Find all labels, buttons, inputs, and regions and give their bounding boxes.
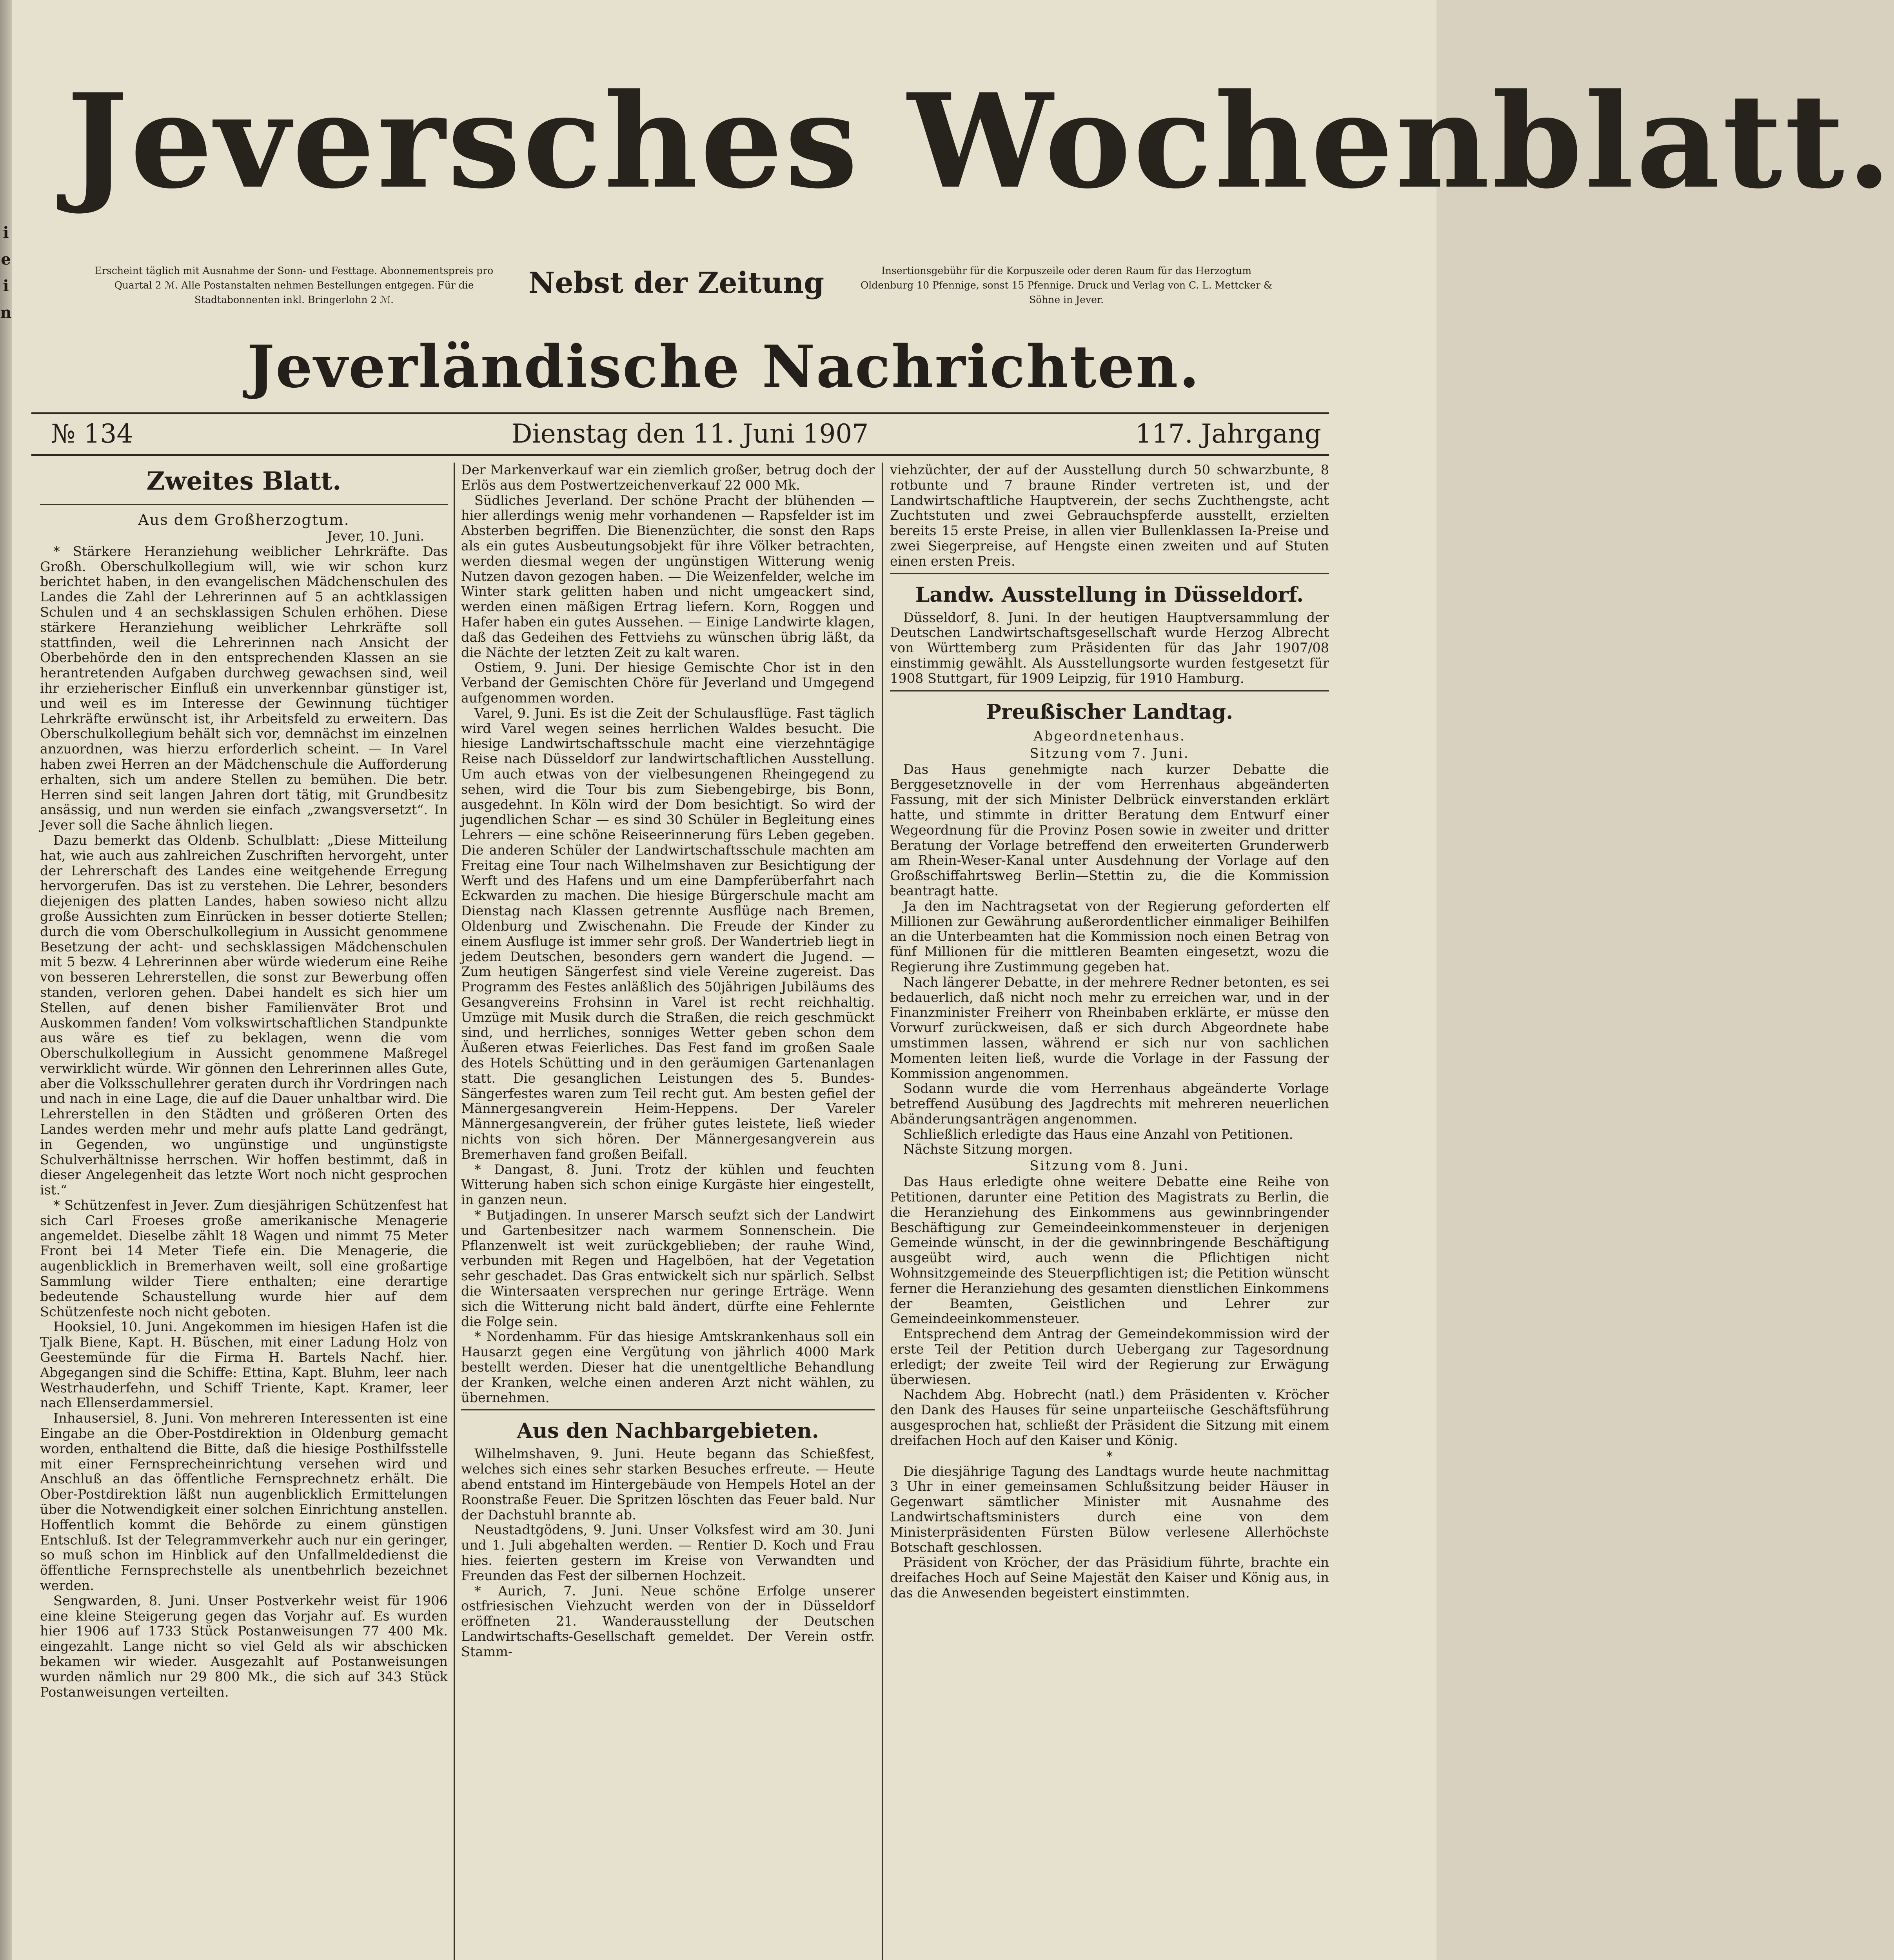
article: * Dangast, 8. Juni. Trotz der kühlen und feuchten Witterung haben sich schon einige Kurgäste hier eingestellt, in ganzen neun. (461, 1161, 875, 1208)
place-dateline: Jever, 10. Juni. (327, 528, 424, 544)
issue-number: № 134 (51, 419, 133, 449)
article: Neustadtgödens, 9. Juni. Unser Volksfest wird am 30. Juni und 1. Juli abgehalten werden. — Rentier D. Koch und Frau hies. feierten gestern im Kreise von Verwandten und Freunden das Fest der silbernen Hochzeit. (461, 1522, 875, 1583)
subscription-info: Erscheint täglich mit Ausnahme der Sonn- und Festtage. Abonnementspreis pro Quartal 2 ℳ. Alle Postanstalten nehmen Bestellungen entgegen. Für die Stadtabonnenten inkl. Bringerlohn 2 ℳ. (94, 265, 494, 305)
secondary-title: Jeverländische Nachrichten. (247, 332, 1200, 401)
article: viehzüchter, der auf der Ausstellung durch 50 schwarzbunte, 8 rotbunte und 7 braune Rinder vertreten ist, und der Landwirtschaftliche Hauptverein, der sechs Zuchthengste, acht Zuchtstuten und zwei Gebrauchspferde ausstellt, erzielten bereits 15 erste Preise, in allen vier Bullenklassen Ia-Preise und zwei Siegerpreise, auf Hengste einen zweiten und auf Stuten einen ersten Preis. (890, 462, 1329, 569)
article: Südliches Jeverland. Der schöne Pracht der blühenden — hier allerdings wenig mehr vorhandenen — Rapsfelder ist im Absterben begriffen. Die Bienenzüchter, die sonst den Raps als ein gutes Ausbeutungsobjekt für ihre Völker betrachten, werden diesmal wegen der ungünstigen Witterung wenig Nutzen davon gezogen haben. — Die Weizenfelder, welche im Winter stark gelitten haben und nicht umgeackert sind, werden einen mäßigen Ertrag liefern. Korn, Roggen und Hafer haben ein gutes Aussehen. — Einige Landwirte klagen, daß das Gedeihen des Fettviehs zu wünschen übrig läßt, da die Nächte der letzten Zeit zu kalt waren. (461, 492, 875, 660)
divider (461, 1409, 875, 1410)
scan-edge (0, 0, 12, 1960)
divider (890, 690, 1329, 691)
article: Präsident von Kröcher, der das Präsidium führte, brachte ein dreifaches Hoch auf Seine Majestät den Kaiser und König aus, in das die Anwesenden begeistert einstimmten. (890, 1555, 1329, 1601)
column-1 (40, 463, 448, 1960)
article: Nächste Sitzung morgen. (903, 1142, 1073, 1157)
companion-note: Nebst der Zeitung (528, 266, 824, 300)
article: Nach längerer Debatte, in der mehrere Redner betonten, es sei bedauerlich, daß nicht noch mehr zu erreichen war, und in der Finanzminister Freiherr von Rheinbaben erklärte, er müsse den Vorwurf zurückweisen, daß er sich durch Abgeordnete habe umstimmen lassen, während er sich nur von sachlichen Momenten leiten ließ, wurde die Vorlage in der Fassung der Kommission angenommen. (890, 974, 1329, 1081)
dateline-bottom-rule (31, 454, 1329, 456)
subheading-session: Sitzung vom 7. Juni. (1030, 745, 1189, 761)
masthead-title: Jeversches Wochenblatt. (67, 65, 1894, 217)
article: Das Haus genehmigte nach kurzer Debatte die Berggesetznovelle in der vom Herrenhaus abgeänderten Fassung, mit der sich Minister Delbrück einverstanden erklärt hatte, und stimmte in dritter Beratung dem Entwurf einer Wegeordnung für die Provinz Posen sowie in zweiter und dritter Beratung der Vorlage betreffend den erweiterten Grunderwerb am Rhein-Weser-Kanal unter Ausdehnung der Vorlage auf den Großschiffahrtsweg Berlin—Stettin zu, die die Kommission beantragt hatte. (890, 761, 1329, 898)
article: Die diesjährige Tagung des Landtags wurde heute nachmittag 3 Uhr in einer gemeinsamen Schlußsitzung beider Häuser in Gegenwart sämtlicher Minister mit Ausnahme des Landwirtschaftsministers durch eine von dem Ministerpräsidenten Fürsten Bülow verlesene Allerhöchste Botschaft geschlossen. (890, 1463, 1329, 1555)
article: * Aurich, 7. Juni. Neue schöne Erfolge unserer ostfriesischen Viehzucht werden von der in Düsseldorf eröffneten 21. Wanderausstellung der Deutschen Landwirtschafts-Gesellschaft gemeldet. Der Verein ostfr. Stamm- (461, 1583, 875, 1659)
column-2 (461, 463, 875, 1960)
advertising-info: Insertionsgebühr für die Korpuszeile oder deren Raum für das Herzogtum Oldenburg 10 Pfennige, sonst 15 Pfennige. Druck und Verlag von C. L. Mettcker & Söhne in Jever. (860, 265, 1273, 305)
article: Ja den im Nachtragsetat von der Regierung geforderten elf Millionen zur Gewährung außerordentlicher einmaliger Beihilfen an die Unterbeamten hat die Kommission noch einen Betrag von fünf Millionen für die mittleren Beamten eingesetzt, wozu die Regierung ihre Zustimmung gegeben hat. (890, 898, 1329, 975)
divider (40, 504, 448, 505)
section-title-zweites-blatt: Zweites Blatt. (146, 466, 341, 496)
article: Düsseldorf, 8. Juni. In der heutigen Hauptversammlung der Deutschen Landwirtschaftsgesellschaft wurde Herzog Albrecht von Württemberg zum Präsidenten für das Jahr 1907/08 einstimmig gewählt. Als Ausstellungsorte wurden festgesetzt für 1908 Stuttgart, für 1909 Leipzig, für 1910 Hamburg. (890, 610, 1329, 686)
dateline (43, 416, 1325, 452)
article: Dazu bemerkt das Oldenb. Schulblatt: „Diese Mitteilung hat, wie auch aus zahlreichen Zuschriften hervorgeht, unter der Lehrerschaft des Landes eine weitgehende Erregung hervorgerufen. Das ist zu verstehen. Die Lehrer, besonders diejenigen des platten Landes, haben sowieso nicht allzu große Aussichten zum Einrücken in besser dotierte Stellen; durch die vom Oberschulkollegium in Aussicht genommene Besetzung der acht- und sechsklassigen Mädchenschulen mit 5 bezw. 4 Lehrerinnen aber würde wiederum eine Reihe von besseren Lehrerstellen, die sonst zur Bewerbung offen standen, verloren gehen. Dabei handelt es sich hier um Stellen, auf denen bisher Familienväter Brot und Auskommen fanden! Vom volkswirtschaftlichen Standpunkte aus wäre es tief zu beklagen, wenn die vom Oberschulkollegium in Aussicht genommene Maßregel verwirklicht würde. Wir gönnen den Lehrerinnen alles Gute, aber die Volksschullehrer geraten durch ihr Vordringen nach und nach in eine Lage, die auf die Dauer unhaltbar wird. Die Lehrerstellen in den Städten und größeren Orten des Landes werden mehr und mehr aufs platte Land gedrängt, in Gegenden, wo ungünstige und ungünstigste Schulverhältnisse herrschen. Wir hoffen bestimmt, daß in dieser Angelegenheit das letzte Wort noch nicht gesprochen ist.“ (40, 832, 448, 1198)
article: Ostiem, 9. Juni. Der hiesige Gemischte Chor ist in den Verband der Gemischten Chöre für Jeverland und Umgegend aufgenommen worden. (461, 660, 875, 706)
separator-asterisk: * (1106, 1448, 1113, 1464)
article: Wilhelmshaven, 9. Juni. Heute begann das Schießfest, welches sich eines sehr starken Besuches erfreute. — Heute abend entstand im Hintergebäude von Hempels Hotel an der Roonstraße Feuer. Die Spritzen löschten das Feuer bald. Nur der Dachstuhl brannte ab. (461, 1446, 875, 1523)
section-title-grossherzogtum: Aus dem Großherzogtum. (138, 511, 350, 528)
article: Sengwarden, 8. Juni. Unser Postverkehr weist für 1906 eine kleine Steigerung gegen das Vorjahr auf. Es wurden hier 1906 auf 1733 Stück Postanweisungen 77 400 Mk. eingezahlt. Lange nicht so viel Geld als wir abschicken bekamen wir wieder. Ausgezahlt auf Postanweisungen wurden nämlich nur 29 800 Mk., die sich auf 343 Stück Postanweisungen verteilten. (40, 1593, 448, 1700)
divider (890, 573, 1329, 574)
article: Schließlich erledigte das Haus eine Anzahl von Petitionen. (903, 1126, 1293, 1142)
column-divider-1 (454, 463, 455, 1960)
subheading-session: Sitzung vom 8. Juni. (1030, 1158, 1189, 1174)
volume-year: 117. Jahrgang (1135, 419, 1321, 449)
subheading-house: Abgeordnetenhaus. (1033, 728, 1186, 744)
issue-date: Dienstag den 11. Juni 1907 (511, 419, 869, 449)
article: * Nordenhamm. Für das hiesige Amtskrankenhaus soll ein Hausarzt gegen eine Vergütung von jährlich 4000 Mark bestellt werden. Dieser hat die unentgeltliche Behandlung der Kranken, welche einen anderen Arzt nicht wählen, zu übernehmen. (461, 1329, 875, 1405)
article: Nachdem Abg. Hobrecht (natl.) dem Präsidenten v. Kröcher den Dank des Hauses für seine unparteiische Geschäftsführung ausgesprochen hat, schließt der Präsident die Sitzung mit einem dreifachen Hoch auf den Kaiser und König. (890, 1387, 1329, 1448)
article: Der Markenverkauf war ein ziemlich großer, betrug doch der Erlös aus dem Postwertzeichenverkauf 22 000 Mk. (461, 462, 875, 493)
article: Hooksiel, 10. Juni. Angekommen im hiesigen Hafen ist die Tjalk Biene, Kapt. H. Büschen, mit einer Ladung Holz von Geestemünde für die Firma H. Bartels Nachf. hier. Abgegangen sind die Schiffe: Ettina, Kapt. Bluhm, leer nach Westrhauderfehn, und Schiff Triente, Kapt. Kramer, leer nach Ellenserdammersiel. (40, 1319, 448, 1411)
newspaper-page (12, 0, 1894, 1960)
article: Varel, 9. Juni. Es ist die Zeit der Schulausflüge. Fast täglich wird Varel wegen seines herrlichen Waldes besucht. Die hiesige Landwirtschaftsschule macht eine vierzehntägige Reise nach Düsseldorf zur landwirtschaftlichen Ausstellung. Um auch etwas von der vielbesungenen Rheingegend zu sehen, wird die Tour bis zum Siebengebirge, bis Bonn, ausgedehnt. In Köln wird der Dom besichtigt. So wird der jugendlichen Schar — es sind 30 Schüler in Begleitung eines Lehrers — eine schöne Reiseerinnerung fürs Leben gegeben. Die anderen Schüler der Landwirtschaftsschule machten am Freitag eine Tour nach Wilhelmshaven zur Besichtigung der Werft und des Hafens und um eine Dampferüberfahrt nach Eckwarden zu machen. Die hiesige Bürgerschule macht am Dienstag nach Klassen getrennte Ausflüge nach Bremen, Oldenburg und Zwischenahn. Die Freude der Kinder zu einem Ausfluge ist immer sehr groß. Der Wandertrieb liegt in jedem Deutschen, besonders gern wandert die Jugend. — Zum heutigen Sängerfest sind viele Vereine zugereist. Das Programm des Festes anläßlich des 50jährigen Jubiläums des Gesangvereins Frohsinn in Varel ist recht reichhaltig. Umzüge mit Musik durch die Straßen, die reich geschmückt sind, und herrliches, sonniges Wetter geben schon dem Äußeren etwas Feierliches. Das Fest fand im großen Saale des Hotels Schütting und in den geräumigen Gartenanlagen statt. Die gesanglichen Leistungen des 5. Bundes-Sängerfestes waren zum Teil recht gut. Am besten gefiel der Männergesangverein Heim-Heppens. Der Vareler Männergesangverein, der früher gutes leistete, ließ wieder nichts von sich hören. Der Männergesangverein aus Bremerhaven fand großen Beifall. (461, 705, 875, 1162)
article: Inhausersiel, 8. Juni. Von mehreren Interessenten ist eine Eingabe an die Ober-Postdirektion in Oldenburg gemacht worden, enthaltend die Bitte, daß die hiesige Posthilfsstelle mit einer Fernsprecheinrichtung versehen wird und Anschluß an das öffentliche Fernsprechnetz erhält. Die Ober-Postdirektion läßt nun augenblicklich Ermittelungen über die Notwendigkeit einer solchen Einrichtung anstellen. Hoffentlich kommt die Behörde zu einem günstigen Entschluß. Ist der Telegrammverkehr auch nur ein geringer, so muß schon im Hinblick auf den Unfallmeldedienst die öffentliche Fernsprechstelle als unentbehrlich bezeichnet werden. (40, 1410, 448, 1593)
article: Entsprechend dem Antrag der Gemeindekommission wird der erste Teil der Petition durch Uebergang zur Tagesordnung erledigt; der zweite Teil wird der Regierung zur Erwägung überwiesen. (890, 1326, 1329, 1387)
scan-edge-letters: i e i n (0, 223, 12, 322)
article: Das Haus erledigte ohne weitere Debatte eine Reihe von Petitionen, darunter eine Petition des Magistrats zu Berlin, die die Heranziehung des Einkommens aus gewinnbringender Beschäftigung zur Gemeindeeinkommensteuer in derjenigen Gemeinde wünscht, in der die gewinnbringende Beschäftigung ausgeübt wird, auch wenn die Pflichtigen nicht Wohnsitzgemeinde des Steuerpflichtigen ist; die Petition wünscht ferner die Heranziehung des gesamten dienstlichen Einkommens der Beamten, Geistlichen und Lehrer zur Gemeindeeinkommensteuer. (890, 1174, 1329, 1327)
section-title-ausstellung: Landw. Ausstellung in Düsseldorf. (915, 583, 1304, 607)
column-divider-2 (882, 463, 883, 1960)
section-title-landtag: Preußischer Landtag. (986, 700, 1233, 724)
column-3 (890, 463, 1329, 1960)
dateline-top-rule (31, 412, 1329, 414)
section-title-nachbargebiete: Aus den Nachbargebieten. (517, 1419, 819, 1443)
article: * Stärkere Heranziehung weiblicher Lehrkräfte. Das Großh. Oberschulkollegium will, wie wir schon kurz berichtet haben, in den evangelischen Mädchenschulen des Landes die Zahl der Lehrerinnen auf 5 an achtklassigen Schulen und 4 an sechsklassigen Schulen erhöhen. Diese stärkere Heranziehung weiblicher Lehrkräfte soll stattfinden, weil die Lehrerinnen nach Ansicht der Oberbehörde den in den entsprechenden Klassen an sie herantretenden Aufgaben durchweg gewachsen sind, weil ihr erzieherischer Einfluß ein unverkennbar günstiger ist, und weil es im Interesse der Gewinnung tüchtiger Lehrkräfte erwünscht ist, ihr Arbeitsfeld zu erweitern. Das Oberschulkollegium behält sich vor, demnächst im einzelnen anzuordnen, was hierzu erforderlich scheint. — In Varel haben zwei Herren an der Mädchenschule die Aufforderung erhalten, sich um andere Stellen zu bemühen. Die betr. Herren sind seit langen Jahren dort tätig, mit Grundbesitz ansässig, und nun werden sie einfach „zwangsversetzt“. In Jever soll die Sache ähnlich liegen. (40, 543, 448, 833)
article: Sodann wurde die vom Herrenhaus abgeänderte Vorlage betreffend Ausübung des Jagdrechts mit mehreren neuerlichen Abänderungsanträgen angenommen. (890, 1081, 1329, 1127)
article: * Butjadingen. In unserer Marsch seufzt sich der Landwirt und Gartenbesitzer nach warmem Sonnenschein. Die Pflanzenwelt ist weit zurückgeblieben; der rauhe Wind, verbunden mit Regen und Hagelböen, hat der Vegetation sehr geschadet. Das Gras entwickelt sich nur spärlich. Selbst die Wintersaaten versprechen nur geringe Erträge. Wenn sich die Witterung nicht bald ändert, dürfte eine Fehlernte die Folge sein. (461, 1207, 875, 1329)
article: * Schützenfest in Jever. Zum diesjährigen Schützenfest hat sich Carl Froeses große amerikanische Menagerie angemeldet. Dieselbe zählt 18 Wagen und nimmt 75 Meter Front bei 14 Meter Tiefe ein. Die Menagerie, die augenblicklich in Bremerhaven weilt, soll eine großartige Sammlung wilder Tiere enthalten; eine derartige bedeutende Schaustellung wurde hier auf dem Schützenfeste noch nicht geboten. (40, 1198, 448, 1319)
